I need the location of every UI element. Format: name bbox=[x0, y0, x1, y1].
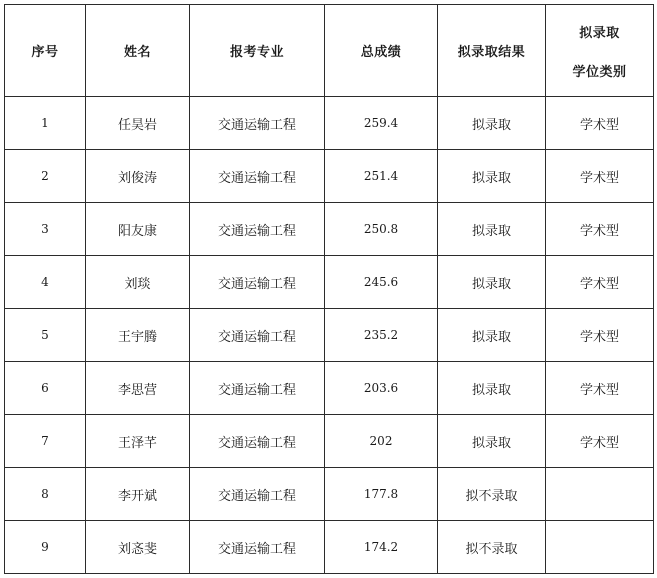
admission-results-table bbox=[4, 4, 654, 574]
cell-degree-type bbox=[546, 521, 654, 574]
cell-degree-type: 学术型 bbox=[546, 203, 654, 256]
header-name: 姓名 bbox=[86, 5, 190, 97]
cell-major: 交通运输工程 bbox=[190, 150, 325, 203]
cell-seq: 4 bbox=[5, 256, 86, 309]
cell-seq: 3 bbox=[5, 203, 86, 256]
cell-score: 251.4 bbox=[325, 150, 438, 203]
cell-name: 刘琰 bbox=[86, 256, 190, 309]
cell-name: 李思营 bbox=[86, 362, 190, 415]
cell-seq: 7 bbox=[5, 415, 86, 468]
cell-major: 交通运输工程 bbox=[190, 97, 325, 150]
cell-seq: 2 bbox=[5, 150, 86, 203]
table-row bbox=[5, 309, 654, 362]
cell-major: 交通运输工程 bbox=[190, 256, 325, 309]
cell-score: 259.4 bbox=[325, 97, 438, 150]
cell-name: 刘忞斐 bbox=[86, 521, 190, 574]
cell-score: 245.6 bbox=[325, 256, 438, 309]
cell-name: 王宇腾 bbox=[86, 309, 190, 362]
cell-score: 202 bbox=[325, 415, 438, 468]
table-row bbox=[5, 362, 654, 415]
header-degree-type bbox=[546, 5, 654, 97]
header-result: 拟录取结果 bbox=[438, 5, 546, 97]
header-degree-type-line2: 学位类别 bbox=[572, 64, 627, 80]
cell-result: 拟录取 bbox=[438, 150, 546, 203]
cell-degree-type: 学术型 bbox=[546, 97, 654, 150]
cell-result: 拟录取 bbox=[438, 415, 546, 468]
cell-result: 拟录取 bbox=[438, 309, 546, 362]
cell-result: 拟录取 bbox=[438, 362, 546, 415]
cell-result: 拟录取 bbox=[438, 97, 546, 150]
cell-seq: 5 bbox=[5, 309, 86, 362]
cell-seq: 6 bbox=[5, 362, 86, 415]
cell-name: 阳友康 bbox=[86, 203, 190, 256]
table-row bbox=[5, 521, 654, 574]
cell-major: 交通运输工程 bbox=[190, 203, 325, 256]
admission-results-sheet bbox=[4, 4, 653, 574]
cell-degree-type: 学术型 bbox=[546, 256, 654, 309]
cell-major: 交通运输工程 bbox=[190, 468, 325, 521]
cell-degree-type: 学术型 bbox=[546, 362, 654, 415]
cell-major: 交通运输工程 bbox=[190, 415, 325, 468]
header-row bbox=[5, 5, 654, 97]
header-score: 总成绩 bbox=[325, 5, 438, 97]
cell-score: 203.6 bbox=[325, 362, 438, 415]
cell-degree-type: 学术型 bbox=[546, 309, 654, 362]
table-body bbox=[5, 97, 654, 574]
table-row bbox=[5, 97, 654, 150]
cell-name: 任昊岩 bbox=[86, 97, 190, 150]
cell-name: 王泽芊 bbox=[86, 415, 190, 468]
cell-seq: 9 bbox=[5, 521, 86, 574]
table-row bbox=[5, 256, 654, 309]
cell-score: 174.2 bbox=[325, 521, 438, 574]
cell-degree-type: 学术型 bbox=[546, 150, 654, 203]
header-degree-type-line1: 拟录取 bbox=[579, 25, 620, 41]
cell-score: 235.2 bbox=[325, 309, 438, 362]
cell-result: 拟不录取 bbox=[438, 468, 546, 521]
table-row bbox=[5, 203, 654, 256]
cell-major: 交通运输工程 bbox=[190, 362, 325, 415]
cell-score: 250.8 bbox=[325, 203, 438, 256]
cell-name: 刘俊涛 bbox=[86, 150, 190, 203]
cell-result: 拟录取 bbox=[438, 256, 546, 309]
cell-major: 交通运输工程 bbox=[190, 309, 325, 362]
header-seq: 序号 bbox=[5, 5, 86, 97]
cell-seq: 8 bbox=[5, 468, 86, 521]
cell-name: 李开斌 bbox=[86, 468, 190, 521]
cell-result: 拟录取 bbox=[438, 203, 546, 256]
table-header bbox=[5, 5, 654, 97]
cell-score: 177.8 bbox=[325, 468, 438, 521]
table-row bbox=[5, 468, 654, 521]
cell-degree-type bbox=[546, 468, 654, 521]
table-row bbox=[5, 415, 654, 468]
cell-result: 拟不录取 bbox=[438, 521, 546, 574]
cell-degree-type: 学术型 bbox=[546, 415, 654, 468]
table-row bbox=[5, 150, 654, 203]
cell-major: 交通运输工程 bbox=[190, 521, 325, 574]
cell-seq: 1 bbox=[5, 97, 86, 150]
header-major: 报考专业 bbox=[190, 5, 325, 97]
